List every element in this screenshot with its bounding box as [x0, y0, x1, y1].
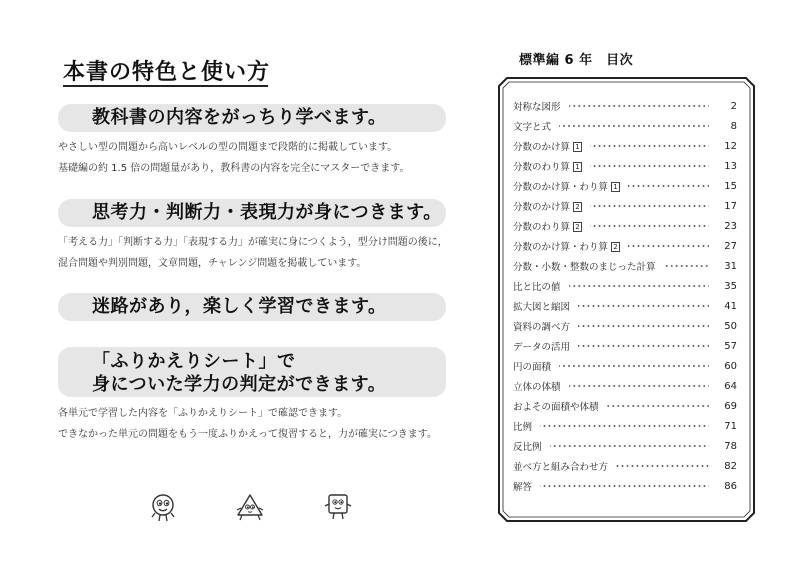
toc-item-title-text: 分数のわり算: [513, 162, 571, 173]
toc-leader-dots: [590, 141, 709, 151]
toc-item-title: [513, 479, 532, 493]
toc-item-part-number: 1: [573, 162, 582, 172]
toc-item-title: [513, 99, 561, 113]
toc-item-page: 13: [724, 160, 737, 172]
desc-line: できなかった単元の問題をもう一度ふりかえって復習すると，力が確実につきます。: [58, 429, 437, 440]
toc-leader-dots: [569, 281, 709, 291]
toc-item-title-text: データの活用: [513, 342, 571, 353]
toc-item-page: 2: [730, 100, 737, 112]
feature-heading-skills: 思考力・判断力・表現力が身につきます。: [58, 199, 446, 227]
toc-item-title: [513, 319, 570, 333]
toc-item-title-text: 分数のかけ算: [513, 202, 571, 213]
toc-item-title-text: 反比例: [513, 442, 542, 453]
toc-item-title-text: 分数・小数・整数のまじった計算: [513, 262, 656, 273]
square-face-mascot-icon: [323, 492, 353, 522]
toc-leader-dots: [578, 321, 709, 331]
toc-leader-dots: [569, 381, 709, 391]
toc-item-page: 57: [724, 340, 737, 352]
toc-item-page: 86: [724, 480, 737, 492]
toc-item-title-text: 解答: [513, 482, 533, 493]
toc-item-title-text: 分数のかけ算: [513, 142, 571, 153]
toc-item: [513, 236, 737, 256]
toc-item-page: 12: [724, 140, 737, 152]
toc-item: [513, 356, 737, 376]
toc-item-part-number: 2: [573, 202, 582, 212]
page-title: 本書の特色と使い方: [63, 60, 271, 85]
toc-item: [513, 376, 737, 396]
toc-item: [513, 256, 737, 276]
toc-item: [513, 416, 737, 436]
toc-item: [513, 456, 737, 476]
toc-item-title-text: 対称な図形: [513, 102, 561, 113]
toc-leader-dots: [590, 161, 709, 171]
toc-item-title-text: 比と比の値: [513, 282, 561, 293]
toc-item-page: 8: [730, 120, 737, 132]
toc-leader-dots: [590, 221, 709, 231]
feature-heading-review-sheet: [58, 347, 446, 397]
heading-line: 身についた学力の判定ができます。: [92, 374, 387, 395]
toc-item-page: 60: [724, 360, 737, 372]
feature-desc-skills: [58, 232, 458, 274]
toc-item-title: [513, 419, 532, 433]
toc-item-title-text: 資料の調べ方: [513, 322, 571, 333]
toc-item-title: [513, 359, 551, 373]
toc-leader-dots: [578, 341, 709, 351]
feature-heading-maze: 迷路があり，楽しく学習できます。: [58, 293, 446, 321]
toc-item: [513, 316, 737, 336]
toc-item-title-text: 文字と式: [513, 122, 552, 133]
toc-item-title: [513, 459, 608, 473]
toc-item-page: 78: [724, 440, 737, 452]
toc-leader-dots: [578, 301, 709, 311]
toc-leader-dots: [540, 481, 709, 491]
toc-item-page: 50: [724, 320, 737, 332]
toc-leader-dots: [616, 461, 709, 471]
toc-item-title: [513, 339, 570, 353]
toc-item-title: [513, 379, 561, 393]
toc-item-title: [513, 159, 582, 173]
desc-line: 各単元で学習した内容を「ふりかえりシート」で確認できます。: [58, 408, 348, 419]
toc-item-title: [513, 439, 542, 453]
toc-item-title-text: 分数のわり算: [513, 222, 571, 233]
heading-line: 「ふりかえりシート」で: [92, 351, 296, 372]
toc-item-page: 69: [724, 400, 737, 412]
toc-heading: 標準編 6 年 目次: [519, 53, 634, 68]
toc-leader-dots: [540, 421, 709, 431]
toc-leader-dots: [559, 361, 709, 371]
toc-item-title-text: 拡大図と縮図: [513, 302, 571, 313]
toc-item-page: 15: [724, 180, 737, 192]
toc-item-page: 17: [724, 200, 737, 212]
toc-item-title-text: 分数のかけ算・わり算: [513, 242, 609, 253]
toc-item: [513, 216, 737, 236]
toc-item-title-text: 比例: [513, 422, 533, 433]
toc-leader-dots: [607, 401, 709, 411]
feature-desc-content: [58, 137, 458, 179]
toc-item: [513, 136, 737, 156]
feature-heading-content: 教科書の内容をがっちり学べます。: [58, 104, 446, 132]
toc-item: [513, 476, 737, 496]
toc-item-title-text: 分数のかけ算・わり算: [513, 182, 609, 193]
toc-item: [513, 176, 737, 196]
desc-line: 混合問題や判別問題，文章問題，チャレンジ問題を掲載しています。: [58, 258, 367, 269]
toc-item-page: 23: [724, 220, 737, 232]
toc-item-page: 64: [724, 380, 737, 392]
toc-item-title: [513, 139, 582, 153]
toc-item-title-text: およその面積や体積: [513, 402, 599, 413]
toc-item-page: 31: [724, 260, 737, 272]
toc-leader-dots: [550, 441, 709, 451]
toc-item-page: 71: [724, 420, 737, 432]
feature-desc-review-sheet: [58, 403, 458, 445]
toc-leader-dots: [569, 101, 709, 111]
toc-item: [513, 156, 737, 176]
toc-item-page: 41: [724, 300, 737, 312]
toc-item: [513, 116, 737, 136]
toc-item-part-number: 2: [611, 242, 620, 252]
title-underline: [63, 85, 268, 87]
toc-item-title: [513, 239, 620, 253]
toc-leader-dots: [664, 261, 709, 271]
toc-item: [513, 276, 737, 296]
toc-item: [513, 396, 737, 416]
toc-leader-dots: [628, 181, 709, 191]
toc-item: [513, 96, 737, 116]
toc-leader-dots: [590, 201, 709, 211]
toc-item-title: [513, 179, 620, 193]
toc-item-part-number: 1: [573, 142, 582, 152]
toc-item-title: [513, 119, 551, 133]
toc-item-title-text: 並べ方と組み合わせ方: [513, 462, 609, 473]
toc-item-title: [513, 279, 561, 293]
toc-item-page: 82: [724, 460, 737, 472]
toc-item: [513, 296, 737, 316]
desc-line: 基礎編の約 1.5 倍の問題量があり，教科書の内容を完全にマスターできます。: [58, 163, 410, 174]
toc-item: [513, 196, 737, 216]
toc-item-title: [513, 299, 570, 313]
toc-item-page: 27: [724, 240, 737, 252]
toc-item-title-text: 円の面積: [513, 362, 552, 373]
toc-item-title: [513, 399, 599, 413]
circle-face-mascot-icon: [148, 492, 178, 522]
toc-item-page: 35: [724, 280, 737, 292]
toc-item-title: [513, 219, 582, 233]
triangle-face-mascot-icon: [235, 492, 265, 522]
toc-leader-dots: [628, 241, 709, 251]
desc-line: やさしい型の問題から高いレベルの型の問題まで段階的に掲載しています。: [58, 142, 398, 153]
toc-item-title: [513, 259, 656, 273]
desc-line: 「考える力」「判断する力」「表現する力」が確実に身につくよう，型分け問題の後に，: [58, 237, 448, 248]
toc-item-title: [513, 199, 582, 213]
toc-item-part-number: 1: [611, 182, 620, 192]
toc-item: [513, 436, 737, 456]
toc-item: [513, 336, 737, 356]
toc-item-title-text: 立体の体積: [513, 382, 561, 393]
toc-leader-dots: [559, 121, 709, 131]
toc-list: [513, 96, 737, 496]
toc-item-part-number: 2: [573, 222, 582, 232]
